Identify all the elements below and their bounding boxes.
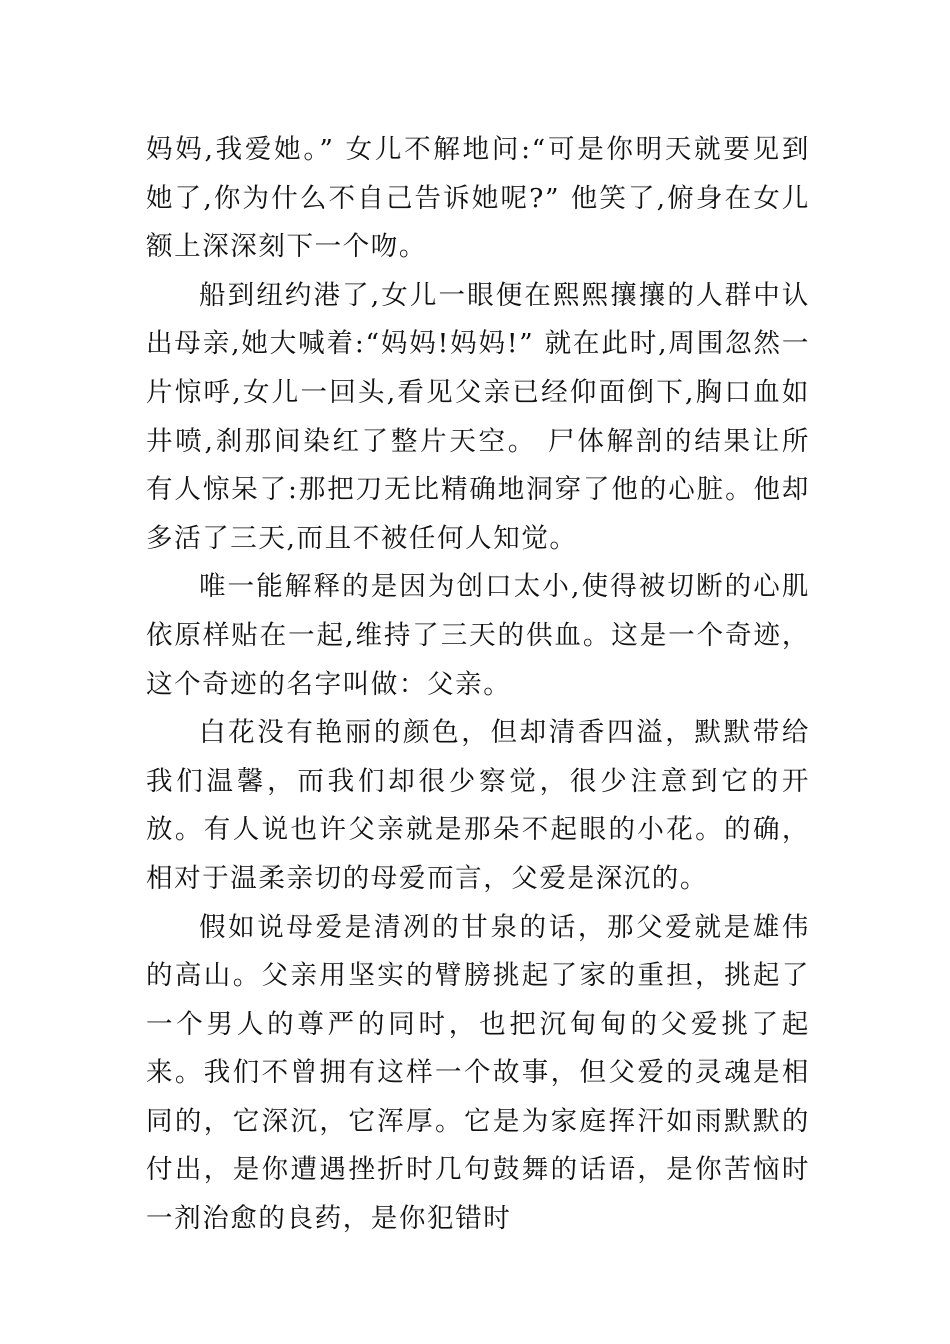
paragraph-5: 假如说母爱是清冽的甘泉的话，那父爱就是雄伟的高山。父亲用坚实的臂膀挑起了家的重担，挑起了一个男人的尊严的同时，也把沉甸甸的父爱挑了起来。我们不曾拥有这样一个故事，但父爱的灵魂是相同的，它深沉，它浑厚。它是为家庭挥汗如雨默默的付出，是你遭遇挫折时几句鼓舞的话语，是你苦恼时一剂治愈的良药，是你犯错时 xyxy=(146,911,810,1235)
paragraph-2: 船到纽约港了,女儿一眼便在熙熙攘攘的人群中认出母亲,她大喊着:“妈妈!妈妈!” 就在此时,周围忽然一片惊呼,女儿一回头,看见父亲已经仰面倒下,胸口血如井喷,刹那间染红了整片天空。 尸体解剖的结果让所有人惊呆了:那把刀无比精确地洞穿了他的心脏。他却多活了三天,而且不被任何人知觉。 xyxy=(146,279,810,554)
paragraph-4: 白花没有艳丽的颜色，但却清香四溢，默默带给我们温馨，而我们却很少察觉，很少注意到它的开放。有人说也许父亲就是那朵不起眼的小花。的确，相对于温柔亲切的母爱而言，父爱是深沉的。 xyxy=(146,717,810,894)
document-body xyxy=(146,126,810,1244)
paragraph-1: 妈妈,我爱她。” 女儿不解地问:“可是你明天就要见到她了,你为什么不自己告诉她呢?” 他笑了,俯身在女儿额上深深刻下一个吻。 xyxy=(146,134,810,263)
paragraph-3: 唯一能解释的是因为创口太小,使得被切断的心肌依原样贴在一起,维持了三天的供血。这是一个奇迹，这个奇迹的名字叫做：父亲。 xyxy=(146,571,810,700)
